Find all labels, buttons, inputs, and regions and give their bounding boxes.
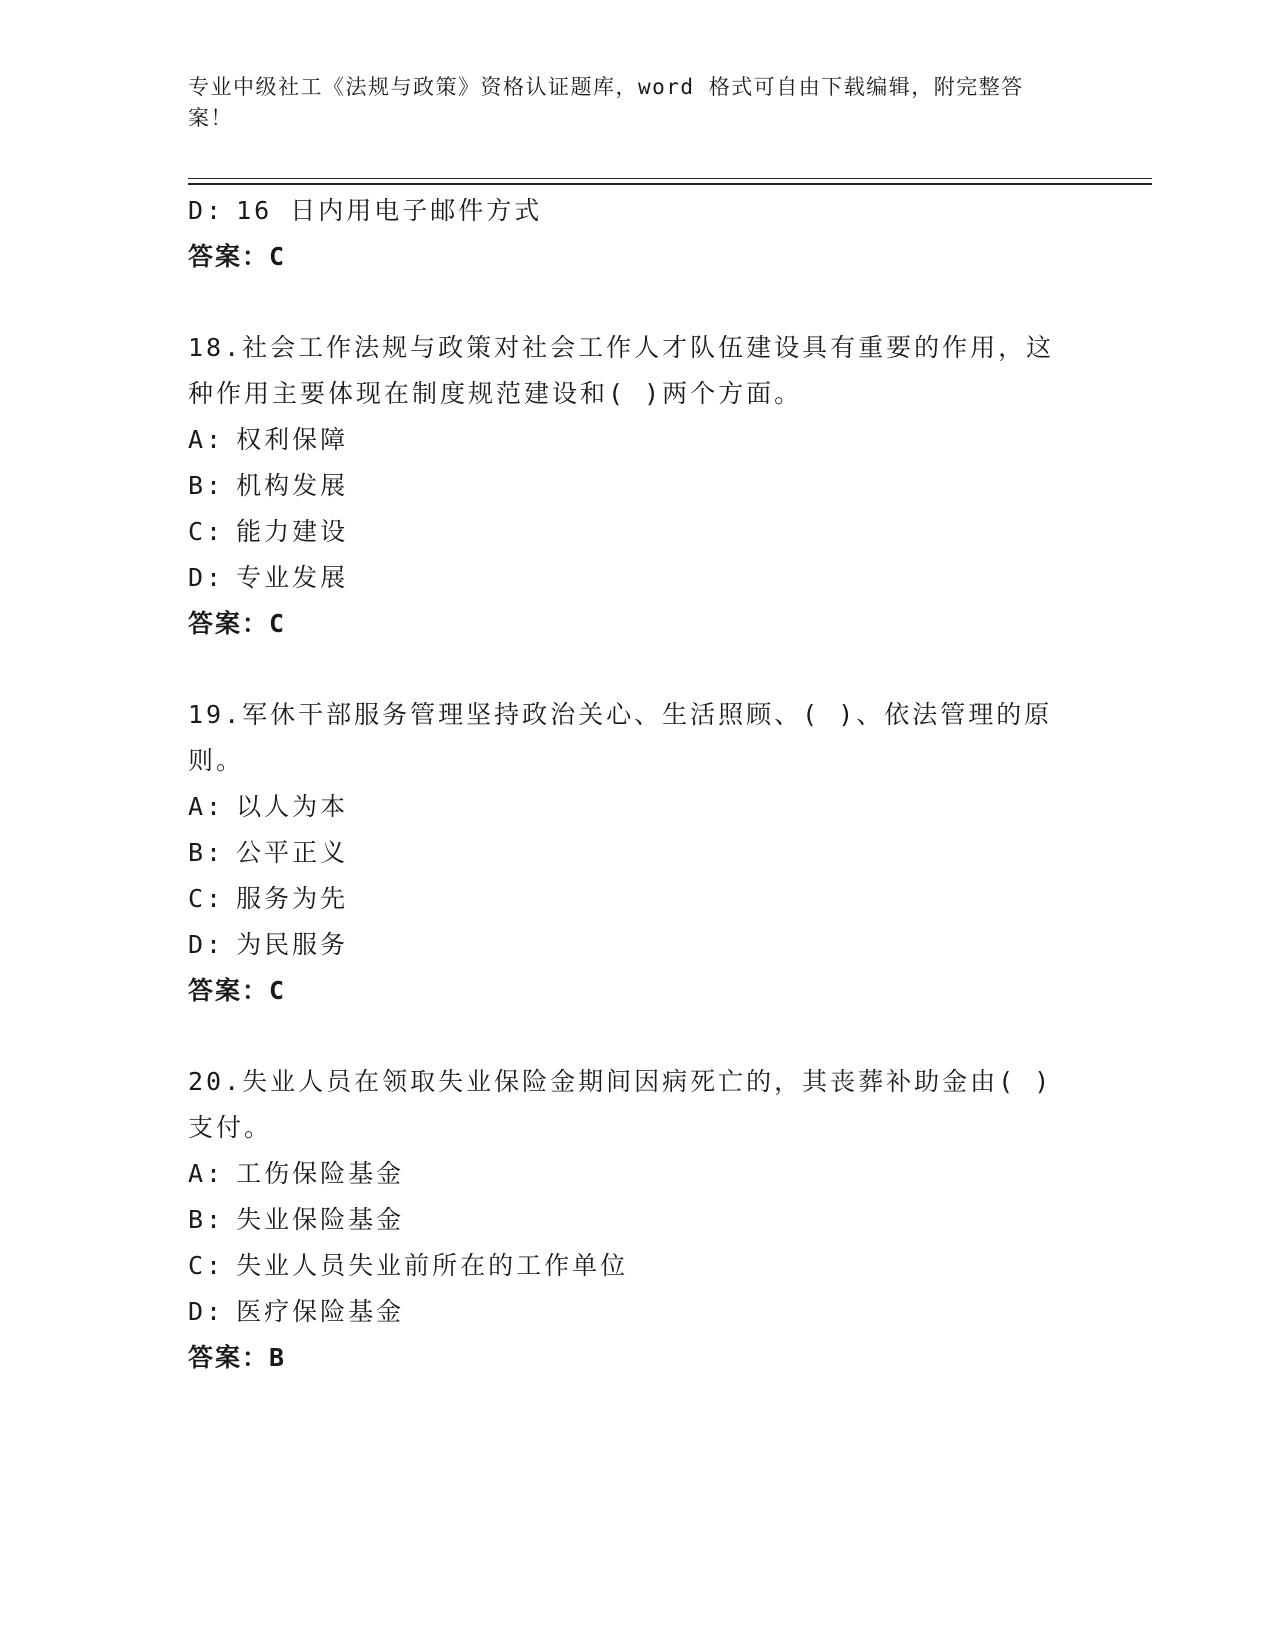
answer-row — [188, 601, 1088, 647]
option-letter: D: — [188, 196, 225, 225]
option-row — [188, 830, 1088, 876]
answer-row — [188, 234, 1088, 280]
option-letter: B: — [188, 471, 225, 500]
option-text: 失业保险基金 — [236, 1205, 405, 1234]
option-row — [188, 509, 1088, 555]
option-row — [188, 1197, 1088, 1243]
option-row — [188, 417, 1088, 463]
option-letter: C: — [188, 884, 225, 913]
answer-value: C — [269, 242, 287, 271]
option-text: 权利保障 — [236, 425, 349, 454]
question-stem: 18.社会工作法规与政策对社会工作人才队伍建设具有重要的作用，这种作用主要体现在制度规范建设和( )两个方面。 — [188, 333, 1055, 408]
answer-label: 答案： — [188, 242, 270, 271]
spacer — [188, 647, 1088, 692]
option-text: 服务为先 — [236, 884, 349, 913]
option-letter: B: — [188, 1205, 225, 1234]
option-row — [188, 463, 1088, 509]
option-text: 医疗保险基金 — [236, 1297, 405, 1326]
option-text: 以人为本 — [236, 792, 349, 821]
option-row — [188, 1243, 1088, 1289]
option-row — [188, 1289, 1088, 1335]
option-text: 公平正义 — [236, 838, 349, 867]
answer-value: B — [269, 1343, 287, 1372]
answer-label: 答案： — [188, 1343, 270, 1372]
option-letter: C: — [188, 517, 225, 546]
question-stem: 19.军休干部服务管理坚持政治关心、生活照顾、( )、依法管理的原则。 — [188, 700, 1053, 775]
option-letter: B: — [188, 838, 225, 867]
option-row — [188, 555, 1088, 601]
answer-label: 答案： — [188, 976, 270, 1005]
answer-value: C — [269, 976, 287, 1005]
option-row — [188, 1151, 1088, 1197]
header-divider-thin — [188, 178, 1152, 179]
spacer — [188, 1014, 1088, 1059]
answer-row — [188, 968, 1088, 1014]
option-letter: A: — [188, 792, 225, 821]
option-text: 16 日内用电子邮件方式 — [236, 196, 543, 225]
option-letter: A: — [188, 425, 225, 454]
answer-value: C — [269, 609, 287, 638]
option-row — [188, 188, 1088, 234]
option-letter: A: — [188, 1159, 225, 1188]
header-text: 专业中级社工《法规与政策》资格认证题库，word 格式可自由下载编辑，附完整答案！ — [188, 75, 1024, 130]
option-text: 失业人员失业前所在的工作单位 — [236, 1251, 629, 1280]
option-letter: C: — [188, 1251, 225, 1280]
answer-row — [188, 1335, 1088, 1381]
option-text: 为民服务 — [236, 930, 349, 959]
document-header — [188, 72, 1068, 134]
answer-label: 答案： — [188, 609, 270, 638]
option-text: 专业发展 — [236, 563, 349, 592]
question-list — [188, 188, 1088, 1381]
option-letter: D: — [188, 563, 225, 592]
question-stem: 20.失业人员在领取失业保险金期间因病死亡的，其丧葬补助金由( )支付。 — [188, 1067, 1053, 1142]
option-letter: D: — [188, 930, 225, 959]
option-row — [188, 876, 1088, 922]
option-row — [188, 784, 1088, 830]
option-text: 能力建设 — [236, 517, 349, 546]
spacer — [188, 280, 1088, 325]
option-text: 机构发展 — [236, 471, 349, 500]
option-letter: D: — [188, 1297, 225, 1326]
option-text: 工伤保险基金 — [236, 1159, 405, 1188]
header-divider-thick — [188, 183, 1152, 185]
option-row — [188, 922, 1088, 968]
